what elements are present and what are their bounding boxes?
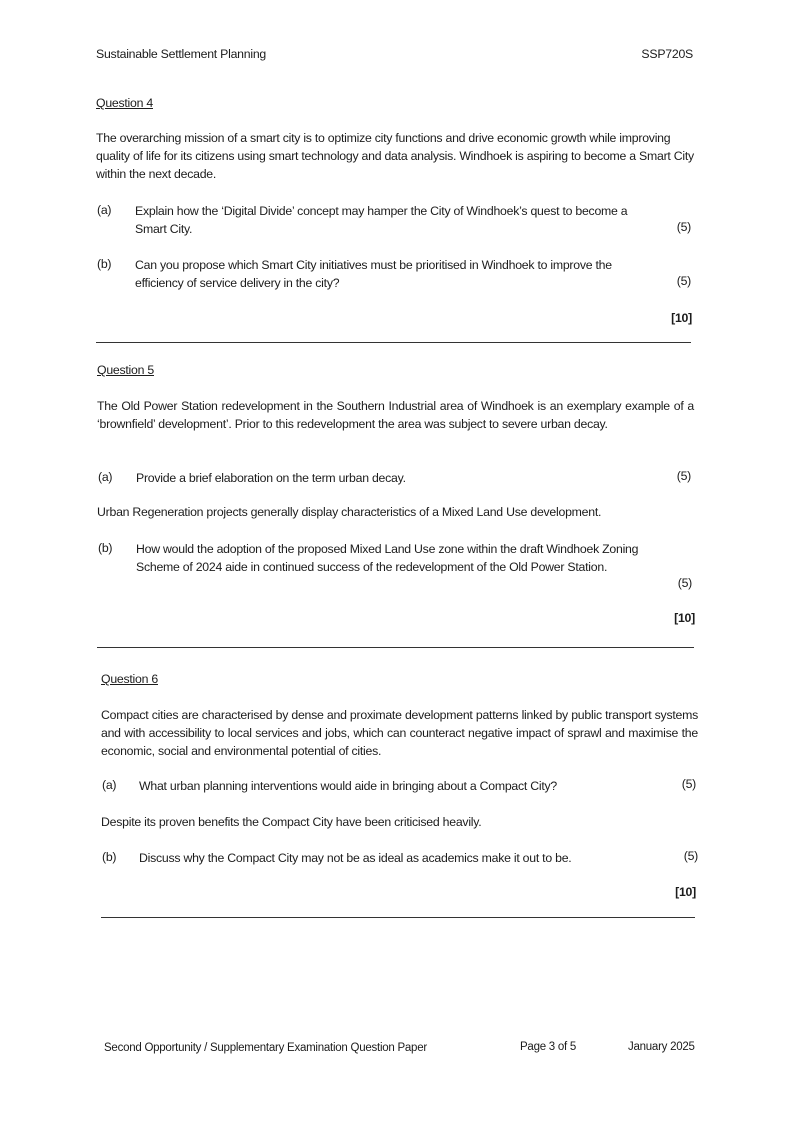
part-marks: (5)	[676, 220, 691, 234]
question-title: Question 6	[101, 672, 158, 686]
part-marks: (5)	[683, 849, 698, 863]
question-title: Question 5	[97, 363, 154, 377]
part-text: What urban planning interventions would aide in bringing about a Compact City?	[139, 779, 557, 793]
question-title: Question 4	[96, 96, 153, 110]
question-total: [10]	[675, 885, 696, 899]
part-text: Discuss why the Compact City may not be as ideal as academics make it out to be.	[139, 851, 572, 865]
exam-date: January 2025	[628, 1041, 695, 1053]
divider	[96, 342, 691, 343]
question-total: [10]	[671, 311, 692, 325]
page-number: Page 3 of 5	[520, 1041, 577, 1053]
part-text: Can you propose which Smart City initiatives must be prioritised in Windhoek to improve the efficiency of service delivery in the city?	[135, 258, 612, 290]
question-intro: Compact cities are characterised by dense and proximate development patterns linked by public transport systems and with accessibility to local services and jobs, which can counteract negative impact of sprawl and maximise the economic, social and environmental potential of cities.	[101, 708, 698, 758]
question-intro: The overarching mission of a smart city is to optimize city functions and drive economic growth while improving quality of life for its citizens using smart technology and data analysis. Windhoek is aspiring to become a Smart City within the next decade.	[96, 131, 694, 181]
part-label: (b)	[97, 257, 112, 271]
part-text: How would the adoption of the proposed Mixed Land Use zone within the draft Windhoek Zoning Scheme of 2024 aide in continued success of the redevelopment of the Old Power Station.	[136, 542, 639, 574]
part-label: (b)	[98, 541, 113, 555]
context-text: Urban Regeneration projects generally display characteristics of a Mixed Land Use development.	[97, 505, 602, 519]
part-text: Explain how the ‘Digital Divide’ concept may hamper the City of Windhoek’s quest to become a Smart City.	[135, 204, 628, 236]
question-intro: The Old Power Station redevelopment in the Southern Industrial area of Windhoek is an exemplary example of a ‘brownfield’ development’. Prior to this redevelopment the area was subject to severe urban decay.	[97, 399, 694, 431]
part-text: Provide a brief elaboration on the term urban decay.	[136, 471, 406, 485]
course-name: Sustainable Settlement Planning	[96, 47, 266, 61]
context-text: Despite its proven benefits the Compact City have been criticised heavily.	[101, 815, 482, 829]
divider	[97, 647, 694, 648]
part-label: (a)	[102, 778, 117, 792]
part-marks: (5)	[676, 274, 691, 288]
course-code: SSP720S	[641, 47, 693, 61]
divider	[101, 917, 695, 918]
part-label: (a)	[98, 470, 113, 484]
part-marks: (5)	[677, 576, 692, 590]
part-label: (a)	[97, 203, 112, 217]
part-marks: (5)	[681, 777, 696, 791]
question-total: [10]	[674, 611, 695, 625]
footer-exam-type: Second Opportunity / Supplementary Examination Question Paper	[104, 1042, 427, 1054]
part-marks: (5)	[676, 469, 691, 483]
part-label: (b)	[102, 850, 117, 864]
